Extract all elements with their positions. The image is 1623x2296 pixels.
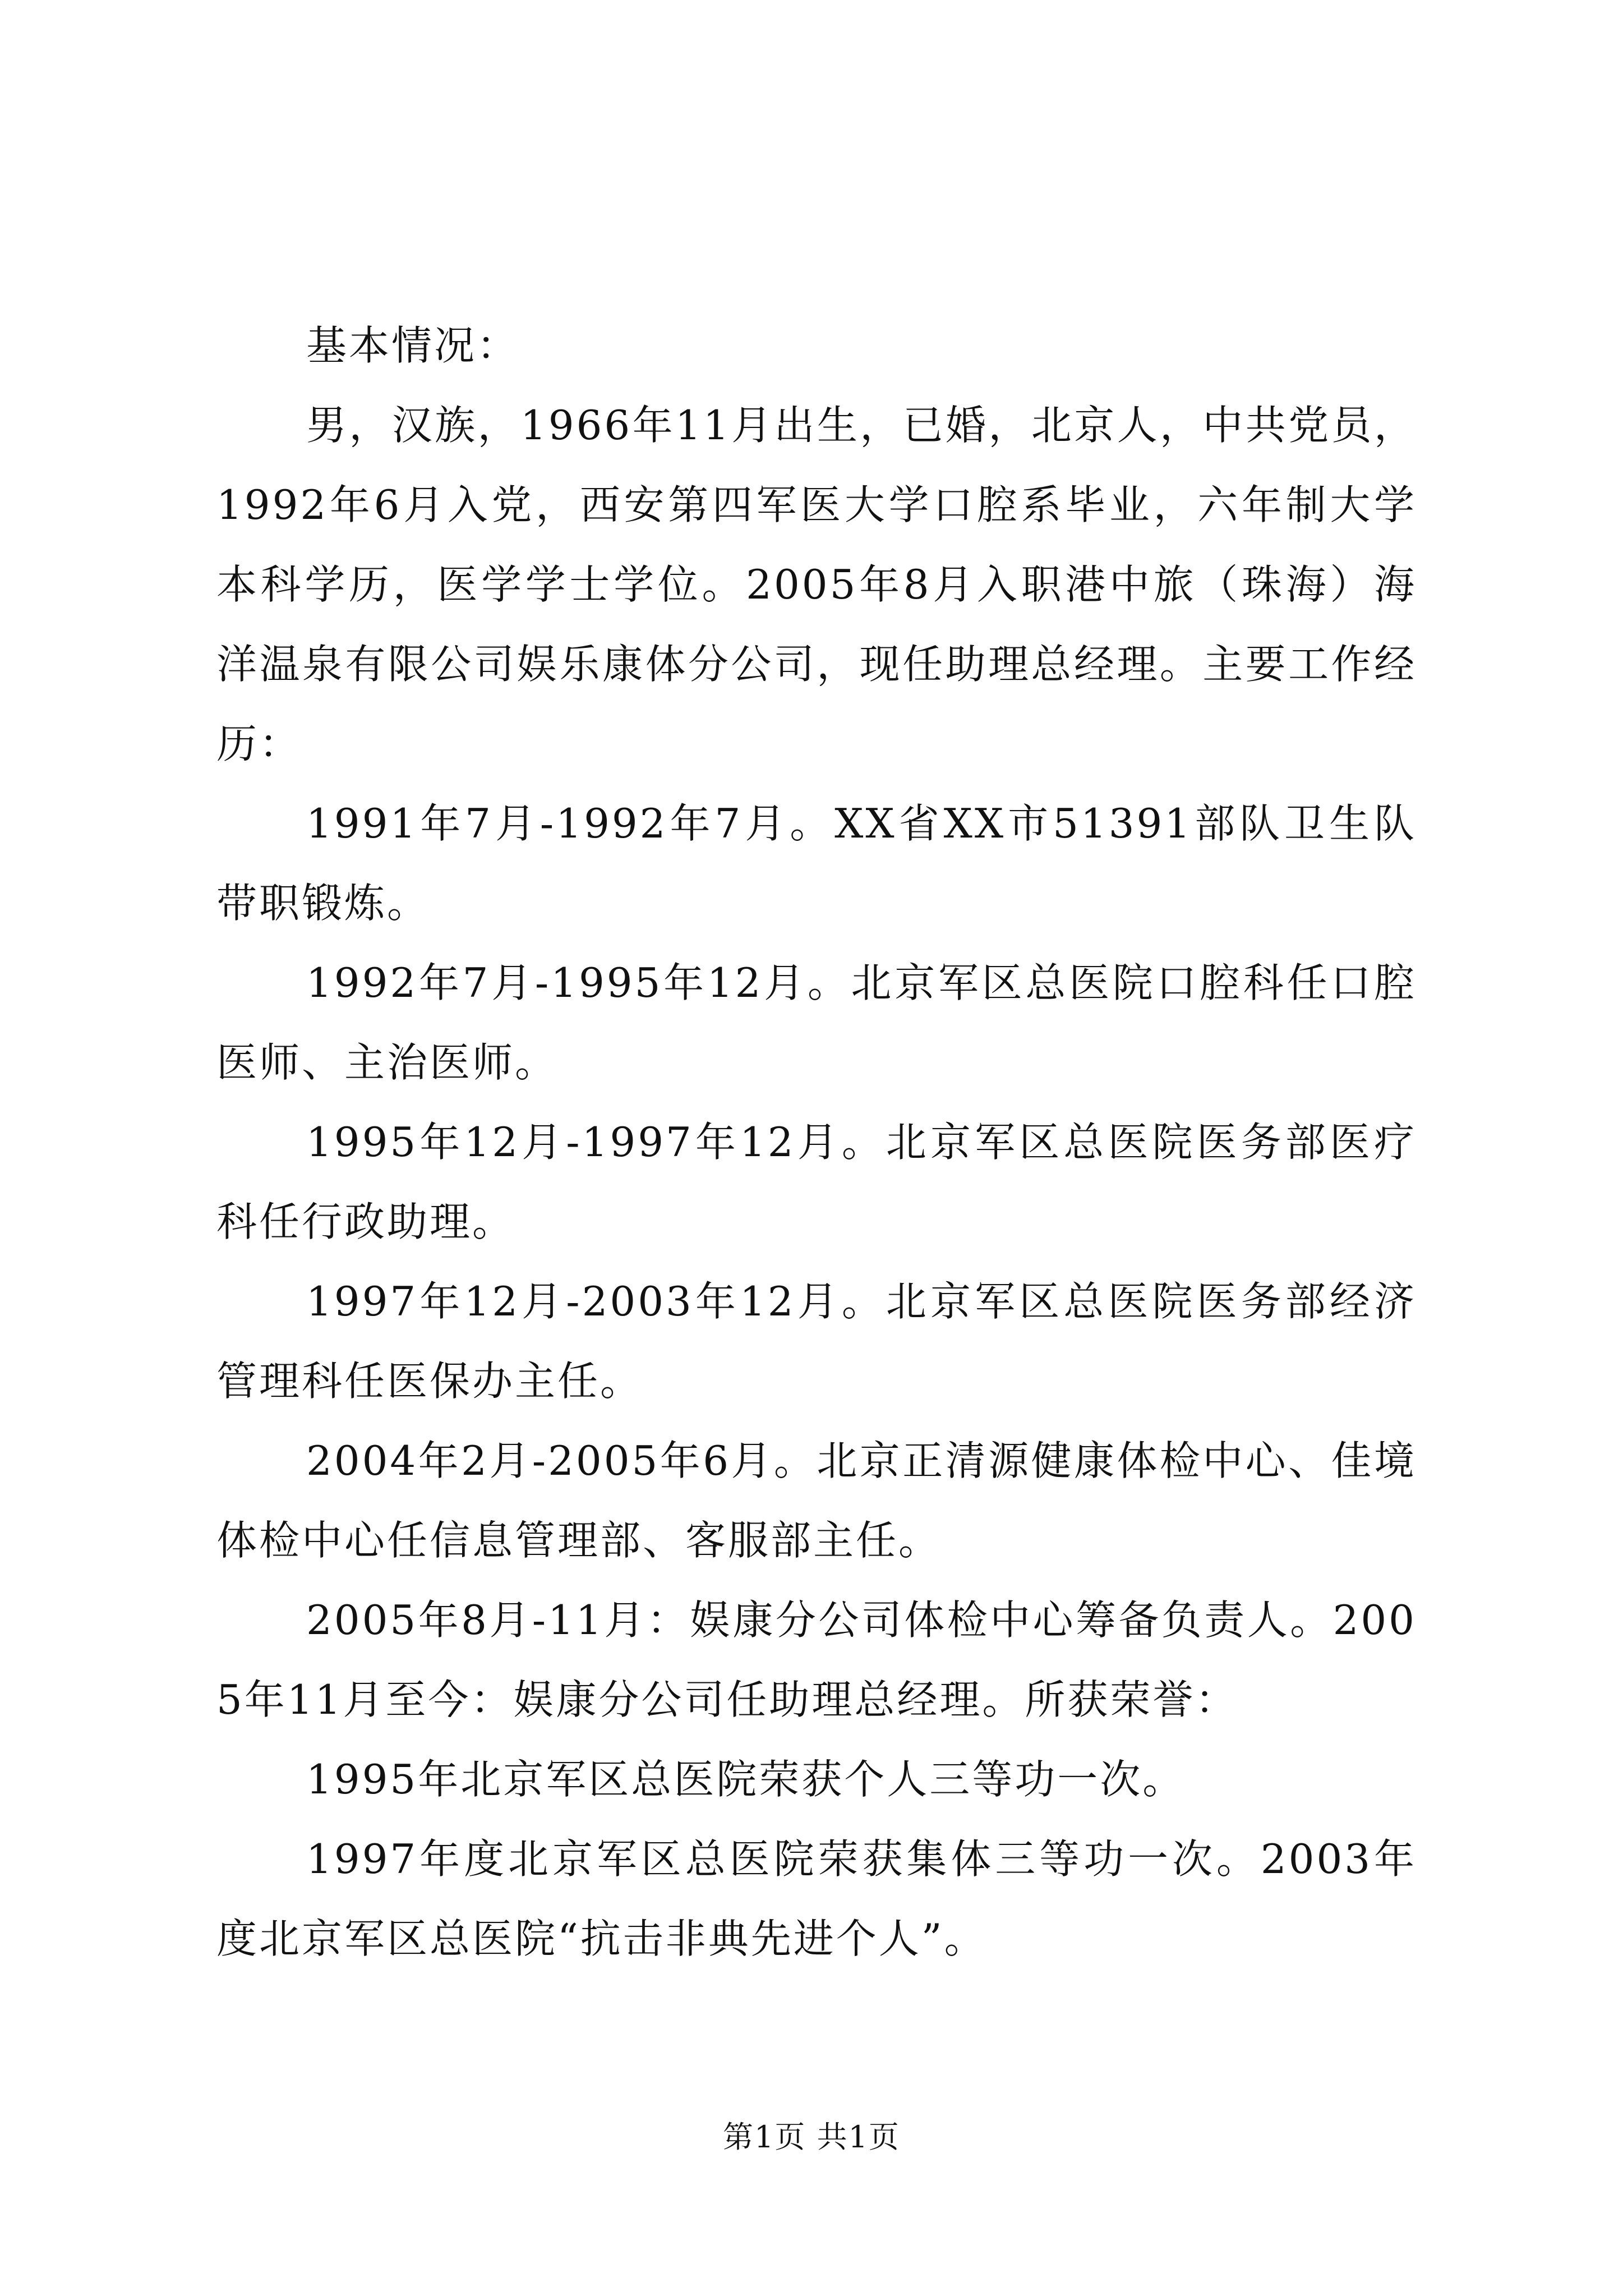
paragraph-work-1992: 1992年7月-1995年12月。北京军区总医院口腔科任口腔医师、主治医师。 xyxy=(216,959,1417,1086)
paragraph-honor-1997-2003: 1997年度北京军区总医院荣获集体三等功一次。2003年度北京军区总医院“抗击非典先进个人”。 xyxy=(216,1835,1417,1962)
paragraph-work-1995: 1995年12月-1997年12月。北京军区总医院医务部医疗科任行政助理。 xyxy=(216,1119,1417,1245)
page-footer: 第1页 共1页 xyxy=(723,2119,900,2155)
paragraph-work-2005: 2005年8月-11月：娱康分公司体检中心筹备负责人。2005年11月至今：娱康分公司任助理总经理。所获荣誉： xyxy=(216,1596,1417,1723)
paragraph-work-2004: 2004年2月-2005年6月。北京正清源健康体检中心、佳境体检中心任信息管理部、客服部主任。 xyxy=(216,1437,1417,1564)
paragraph-personal-profile: 男，汉族，1966年11月出生，已婚，北京人，中共党员，1992年6月入党，西安第四军医大学口腔系毕业，六年制大学本科学历，医学学士学位。2005年8月入职港中旅（珠海）海洋温泉有限公司娱乐康体分公司，现任助理总经理。主要工作经历： xyxy=(216,402,1417,767)
paragraph-work-1991: 1991年7月-1992年7月。XX省XX市51391部队卫生队带职锻炼。 xyxy=(216,800,1417,927)
paragraph-honor-1995: 1995年北京军区总医院荣获个人三等功一次。 xyxy=(306,1756,1186,1803)
paragraph-basic-info-heading: 基本情况： xyxy=(306,322,520,369)
paragraph-work-1997: 1997年12月-2003年12月。北京军区总医院医务部经济管理科任医保办主任。 xyxy=(216,1278,1417,1405)
document-body xyxy=(216,306,1417,1978)
